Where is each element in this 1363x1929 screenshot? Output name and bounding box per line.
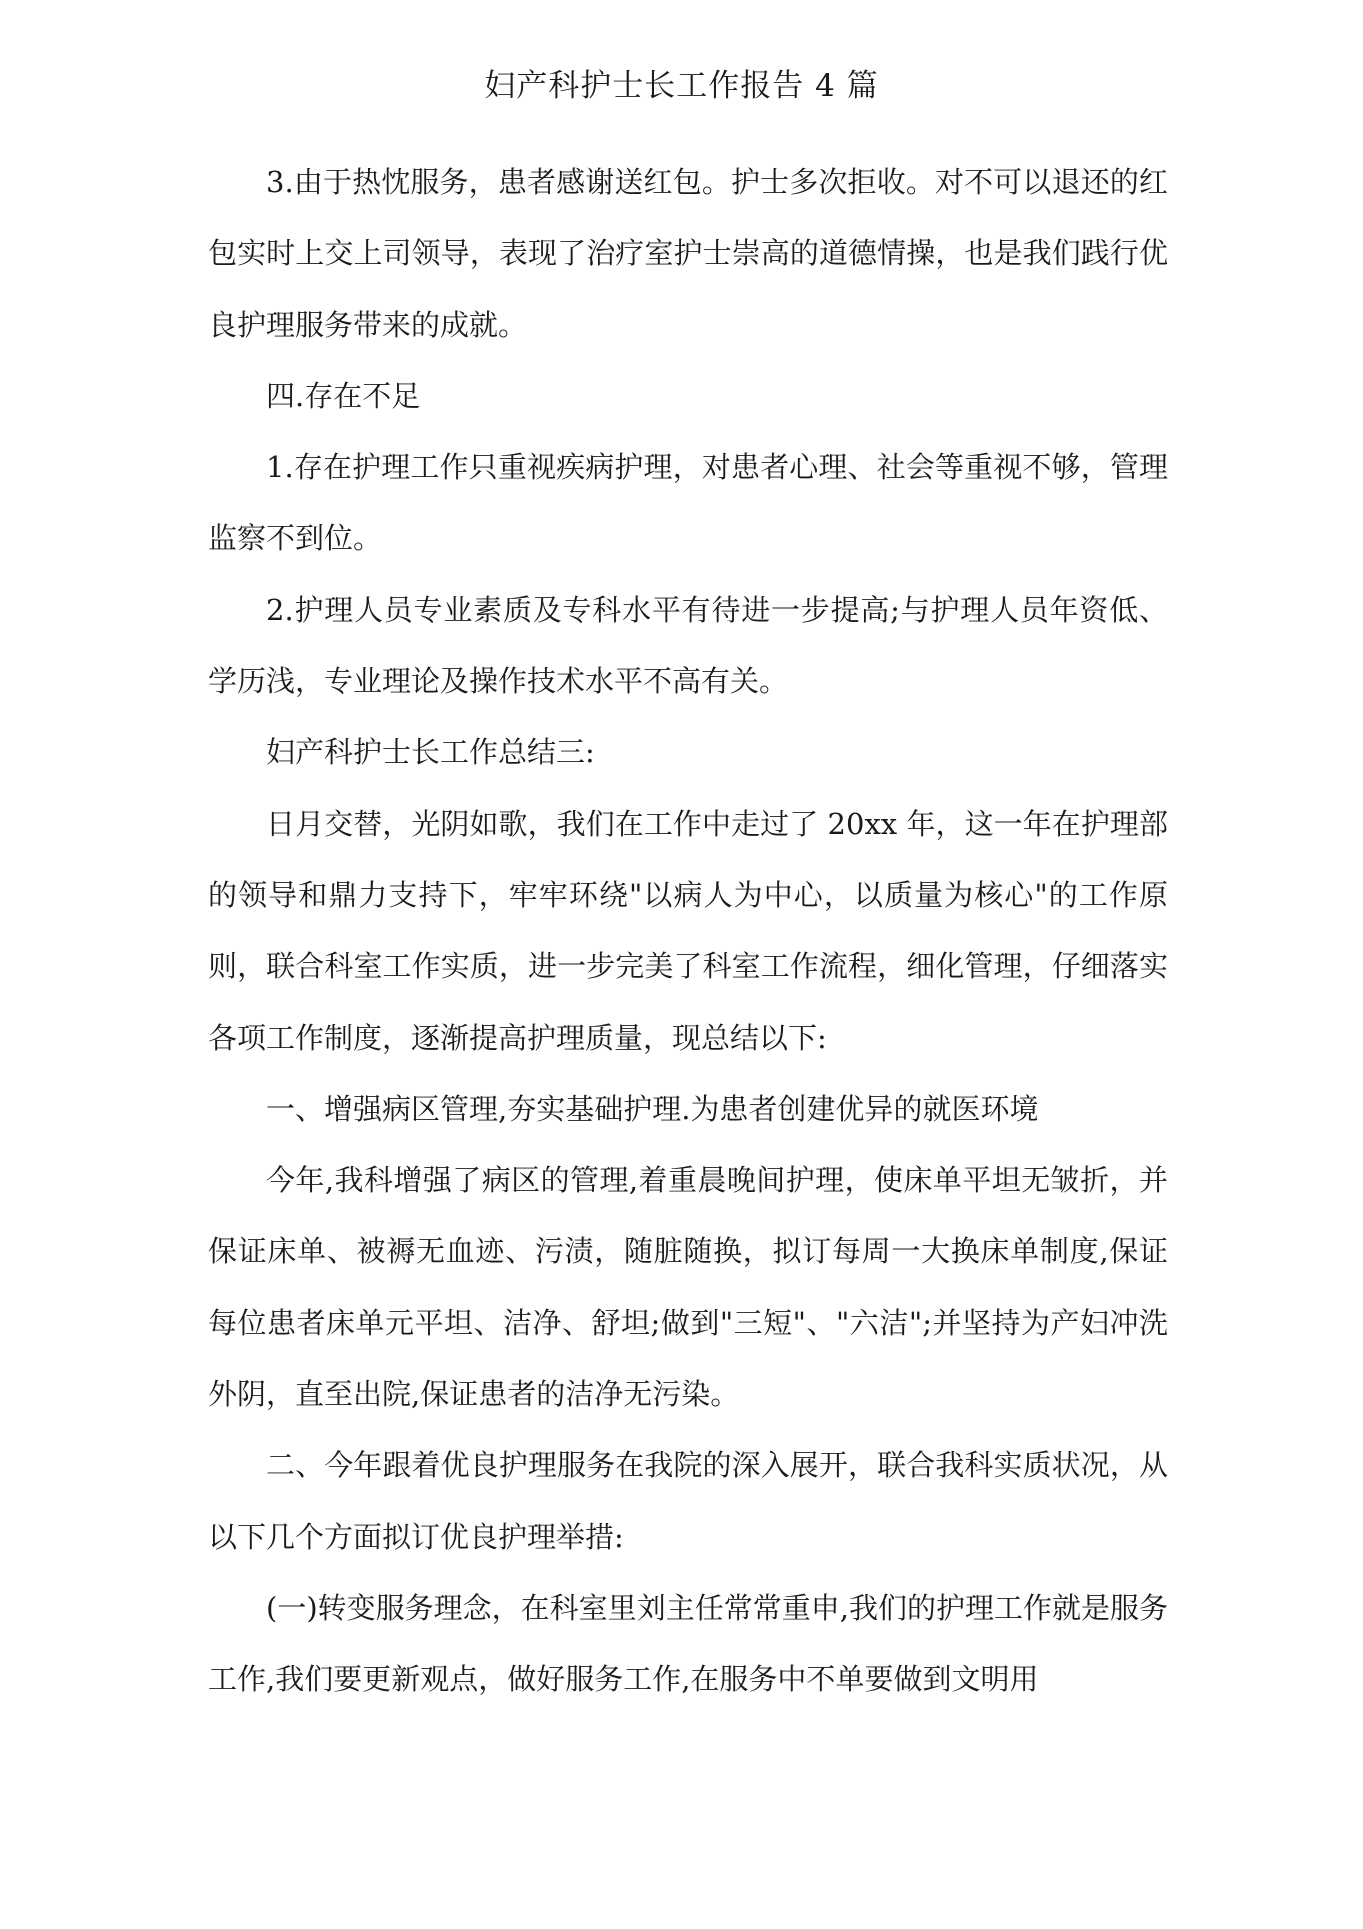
paragraph-shortcoming-1: 1.存在护理工作只重视疾病护理，对患者心理、社会等重视不够，管理监察不到位。 <box>208 450 1168 556</box>
section-heading-summary-three: 妇产科护士长工作总结三: <box>266 735 595 770</box>
document-title: 妇产科护士长工作报告 4 篇 <box>484 68 879 104</box>
paragraph-year-intro: 日月交替，光阴如歌，我们在工作中走过了 20xx 年，这一年在护理部的领导和鼎力支持下，牢牢环绕"以病人为中心，以质量为核心"的工作原则，联合科室工作实质，进一步完美了科室工作流程，细化管理，仔细落实各项工作制度，逐渐提高护理质量，现总结以下: <box>208 806 1168 1055</box>
section-heading-shortcomings: 四.存在不足 <box>266 378 421 413</box>
paragraph-ward-management: 今年,我科增强了病区的管理,着重晨晚间护理，使床单平坦无皱折，并保证床单、被褥无血迹、污渍，随脏随换，拟订每周一大换床单制度,保证每位患者床单元平坦、洁净、舒坦;做到"三短"、"六洁";并坚持为产妇冲洗外阴，直至出院,保证患者的洁净无污染。 <box>208 1163 1168 1412</box>
paragraph-service-concept: (一)转变服务理念，在科室里刘主任常常重申,我们的护理工作就是服务工作,我们要更新观点，做好服务工作,在服务中不单要做到文明用 <box>208 1590 1168 1697</box>
section-heading-quality-service: 二、今年跟着优良护理服务在我院的深入展开，联合我科实质状况，从以下几个方面拟订优良护理举措: <box>208 1448 1168 1554</box>
paragraph-shortcoming-2: 2.护理人员专业素质及专科水平有待进一步提高;与护理人员年资低、学历浅，专业理论及操作技术水平不高有关。 <box>208 592 1168 699</box>
document-body <box>208 147 1168 1716</box>
section-heading-ward-management: 一、增强病区管理,夯实基础护理.为患者创建优异的就医环境 <box>266 1091 1039 1126</box>
paragraph-red-envelope: 3.由于热忱服务，患者感谢送红包。护士多次拒收。对不可以退还的红包实时上交上司领导，表现了治疗室护士崇高的道德情操，也是我们践行优良护理服务带来的成就。 <box>208 165 1168 342</box>
